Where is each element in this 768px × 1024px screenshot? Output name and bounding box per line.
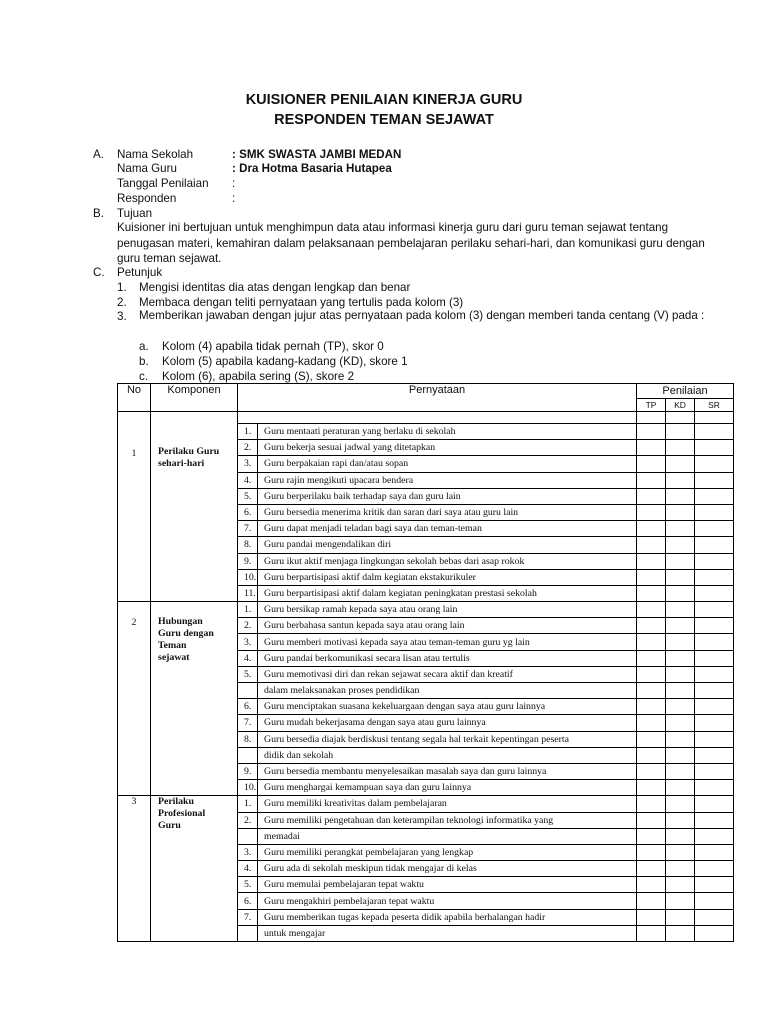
component-label-line: Hubungan [158, 616, 203, 628]
rating-cell-kd[interactable] [666, 521, 695, 537]
rating-cell-kd[interactable] [666, 504, 695, 520]
rating-cell [695, 412, 734, 424]
rating-cell-tp[interactable] [637, 893, 666, 909]
rating-cell-kd[interactable] [666, 602, 695, 618]
header-tp: TP [637, 399, 666, 412]
rating-cell-tp[interactable] [637, 877, 666, 893]
group-component [151, 602, 238, 796]
rating-cell-sr[interactable] [695, 828, 734, 844]
rating-cell-sr[interactable] [695, 472, 734, 488]
section-a-letter: A. [93, 148, 104, 161]
sub-instruction-text: Kolom (6), apabila sering (S), skore 2 [162, 370, 355, 383]
rating-cell-tp[interactable] [637, 812, 666, 828]
rating-cell-tp[interactable] [637, 424, 666, 440]
statement-number: 9. [238, 763, 258, 779]
header-penilaian: Penilaian [637, 384, 734, 399]
rating-cell-tp[interactable] [637, 602, 666, 618]
rating-cell-kd[interactable] [666, 456, 695, 472]
component-label-line: Guru [158, 820, 181, 832]
component-label-line: Perilaku Guru [158, 446, 220, 457]
rating-cell-sr[interactable] [695, 569, 734, 585]
statement-number: 2. [238, 618, 258, 634]
statement-number: 2. [238, 812, 258, 828]
statement-text: Guru berperilaku baik terhadap saya dan guru lain [258, 488, 637, 504]
rating-cell-kd[interactable] [666, 569, 695, 585]
rating-cell-sr[interactable] [695, 634, 734, 650]
rating-cell-kd[interactable] [666, 861, 695, 877]
rating-cell-kd[interactable] [666, 731, 695, 747]
rating-cell-tp[interactable] [637, 909, 666, 925]
rating-cell-kd[interactable] [666, 715, 695, 731]
statement-number [238, 925, 258, 941]
statement-number: 6. [238, 893, 258, 909]
statement-text: Guru menciptakan suasana kekeluargaan dengan saya atau guru lainnya [258, 699, 637, 715]
statement-number: 4. [238, 472, 258, 488]
header-pernyataan: Pernyataan [238, 384, 637, 412]
statement-number: 3. [238, 456, 258, 472]
label-tanggal-penilaian: Tanggal Penilaian [117, 177, 209, 190]
statement-number: 4. [238, 650, 258, 666]
statement-text: Guru memberi motivasi kepada saya atau teman-teman guru yg lain [258, 634, 637, 650]
rating-cell-kd[interactable] [666, 909, 695, 925]
statement-number: 2. [238, 440, 258, 456]
instruction-number: 2. [117, 296, 127, 309]
statement-text: didik dan sekolah [258, 747, 637, 763]
rating-cell-sr[interactable] [695, 683, 734, 699]
rating-cell-kd[interactable] [666, 666, 695, 682]
rating-cell-sr[interactable] [695, 666, 734, 682]
statement-number: 7. [238, 715, 258, 731]
rating-cell-tp[interactable] [637, 683, 666, 699]
statement-number: 8. [238, 537, 258, 553]
group-number-text: 2 [131, 617, 137, 629]
statement-text: Guru berpartisipasi aktif dalm kegiatan ekstakurikuler [258, 569, 637, 585]
group-component [151, 412, 238, 602]
rating-cell-kd[interactable] [666, 618, 695, 634]
rating-cell-sr[interactable] [695, 861, 734, 877]
rating-cell-sr[interactable] [695, 731, 734, 747]
rating-cell-tp[interactable] [637, 504, 666, 520]
statement-text: memadai [258, 828, 637, 844]
rating-cell-tp[interactable] [637, 585, 666, 601]
sub-instruction-letter: c. [139, 370, 149, 383]
statement-text: Guru rajin mengikuti upacara bendera [258, 472, 637, 488]
rating-cell-kd[interactable] [666, 585, 695, 601]
rating-cell-sr[interactable] [695, 650, 734, 666]
statement-text: Guru mengakhiri pembelajaran tepat waktu [258, 893, 637, 909]
rating-cell-tp[interactable] [637, 488, 666, 504]
rating-cell-sr[interactable] [695, 780, 734, 796]
rating-cell-sr[interactable] [695, 456, 734, 472]
statement-number: 3. [238, 844, 258, 860]
rating-cell-sr[interactable] [695, 504, 734, 520]
sub-instruction-text: Kolom (5) apabila kadang-kadang (KD), skore 1 [162, 355, 408, 368]
rating-cell-tp[interactable] [637, 731, 666, 747]
rating-cell-tp[interactable] [637, 650, 666, 666]
rating-cell-tp[interactable] [637, 537, 666, 553]
statement-text: Guru berpakaian rapi dan/atau sopan [258, 456, 637, 472]
group-number-text: 1 [131, 448, 137, 459]
component-label-line: Profesional [158, 808, 206, 820]
table-row [118, 796, 734, 812]
table-row [118, 602, 734, 618]
rating-cell-kd[interactable] [666, 796, 695, 812]
component-label-line: Perilaku [158, 796, 194, 808]
statement-text: Guru mentaati peraturan yang berlaku di sekolah [258, 424, 637, 440]
value-nama-sekolah: : SMK SWASTA JAMBI MEDAN [232, 148, 402, 161]
header-no: No [118, 384, 151, 412]
rating-cell-tp[interactable] [637, 618, 666, 634]
statement-text: untuk mengajar [258, 925, 637, 941]
section-b-text: Kuisioner ini bertujuan untuk menghimpun data atau informasi kinerja guru dari guru teman sejawat tentang penugasan materi, kemahiran dalam pelaksanaan pembelajaran perilaku sehari-hari, dan komunikasi guru dengan guru teman sejawat. [117, 221, 705, 265]
value-tanggal-penilaian: : [232, 177, 236, 190]
statement-text: Guru pandai mengendalikan diri [258, 537, 637, 553]
statement-text: Guru mudah bekerjasama dengan saya atau guru lainnya [258, 715, 637, 731]
rating-cell-kd[interactable] [666, 634, 695, 650]
rating-cell-kd[interactable] [666, 844, 695, 860]
rating-cell-tp[interactable] [637, 796, 666, 812]
instruction-text: Memberikan jawaban dengan jujur atas pernyataan pada kolom (3) dengan memberi tanda centang (V) pada : [139, 309, 705, 322]
statement-number: 8. [238, 731, 258, 747]
rating-cell-kd[interactable] [666, 877, 695, 893]
value-nama-guru: : Dra Hotma Basaria Hutapea [232, 162, 392, 175]
rating-cell-sr[interactable] [695, 844, 734, 860]
rating-cell-sr[interactable] [695, 488, 734, 504]
statement-number: 3. [238, 634, 258, 650]
group-number [118, 412, 151, 602]
label-nama-guru: Nama Guru [117, 162, 177, 175]
statement-number: 10. [238, 780, 258, 796]
statement-number: 1. [238, 796, 258, 812]
rating-cell-tp[interactable] [637, 763, 666, 779]
rating-cell-sr[interactable] [695, 585, 734, 601]
statement-text: Guru bersedia membantu menyelesaikan masalah saya dan guru lainnya [258, 763, 637, 779]
statement-text: Guru memiliki pengetahuan dan keterampilan teknologi informatika yang [258, 812, 637, 828]
statement-text: Guru bersedia diajak berdiskusi tentang segala hal terkait kepentingan peserta [258, 731, 637, 747]
rating-cell-tp[interactable] [637, 666, 666, 682]
component-label-line: sehari-hari [158, 458, 205, 469]
statement-text: Guru memberikan tugas kepada peserta didik apabila berhalangan hadir [258, 909, 637, 925]
statement-text: Guru bersikap ramah kepada saya atau orang lain [258, 602, 637, 618]
rating-cell-sr[interactable] [695, 537, 734, 553]
rating-cell-sr[interactable] [695, 747, 734, 763]
instruction-text: Mengisi identitas dia atas dengan lengkap dan benar [139, 281, 411, 294]
rating-cell-kd[interactable] [666, 440, 695, 456]
rating-cell-tp[interactable] [637, 699, 666, 715]
statement-number: 6. [238, 504, 258, 520]
group-number [118, 602, 151, 796]
header-sr: SR [695, 399, 734, 412]
rating-cell-tp[interactable] [637, 472, 666, 488]
rating-cell-sr[interactable] [695, 618, 734, 634]
group-number-text: 3 [131, 796, 137, 808]
rating-cell-kd[interactable] [666, 699, 695, 715]
statement-text: Guru berpartisipasi aktif dalam kegiatan peningkatan prestasi sekolah [258, 585, 637, 601]
rating-cell-kd[interactable] [666, 925, 695, 941]
statement-number: 5. [238, 877, 258, 893]
rating-cell-kd[interactable] [666, 812, 695, 828]
rating-cell-kd[interactable] [666, 650, 695, 666]
sub-instruction-text: Kolom (4) apabila tidak pernah (TP), skor 0 [162, 340, 384, 353]
rating-cell-sr[interactable] [695, 925, 734, 941]
section-c-letter: C. [93, 266, 105, 279]
rating-cell [637, 412, 666, 424]
rating-cell-sr[interactable] [695, 699, 734, 715]
rating-cell-tp[interactable] [637, 456, 666, 472]
rating-cell-sr[interactable] [695, 909, 734, 925]
statement-cell [238, 412, 637, 424]
group-number [118, 796, 151, 942]
document-subtitle: RESPONDEN TEMAN SEJAWAT [274, 112, 494, 128]
rating-cell-kd[interactable] [666, 747, 695, 763]
rating-cell-tp[interactable] [637, 861, 666, 877]
rating-cell-sr[interactable] [695, 553, 734, 569]
instruction-text: Membaca dengan teliti pernyataan yang tertulis pada kolom (3) [139, 296, 464, 309]
rating-cell-sr[interactable] [695, 893, 734, 909]
statement-number [238, 747, 258, 763]
statement-text: Guru ada di sekolah meskipun tidak mengajar di kelas [258, 861, 637, 877]
rating-cell-kd[interactable] [666, 828, 695, 844]
statement-text: Guru memiliki perangkat pembelajaran yang lengkap [258, 844, 637, 860]
rating-cell-sr[interactable] [695, 877, 734, 893]
rating-cell-tp[interactable] [637, 828, 666, 844]
questionnaire-table [117, 383, 734, 942]
statement-number: 6. [238, 699, 258, 715]
statement-text: Guru memotivasi diri dan rekan sejawat secara aktif dan kreatif [258, 666, 637, 682]
statement-number: 1. [238, 602, 258, 618]
statement-text: dalam melaksanakan proses pendidikan [258, 683, 637, 699]
statement-number: 7. [238, 909, 258, 925]
rating-cell-tp[interactable] [637, 844, 666, 860]
rating-cell-kd[interactable] [666, 488, 695, 504]
rating-cell-tp[interactable] [637, 715, 666, 731]
rating-cell-sr[interactable] [695, 763, 734, 779]
label-nama-sekolah: Nama Sekolah [117, 148, 194, 161]
rating-cell-tp[interactable] [637, 553, 666, 569]
rating-cell-sr[interactable] [695, 440, 734, 456]
header-kd: KD [666, 399, 695, 412]
component-label-line: Teman [158, 640, 187, 652]
statement-text: Guru ikut aktif menjaga lingkungan sekolah bebas dari asap rokok [258, 553, 637, 569]
value-responden: : [232, 192, 236, 205]
rating-cell-kd[interactable] [666, 893, 695, 909]
rating-cell-tp[interactable] [637, 780, 666, 796]
rating-cell-kd[interactable] [666, 780, 695, 796]
table-row [118, 412, 734, 424]
rating-cell-sr[interactable] [695, 796, 734, 812]
group-component [151, 796, 238, 942]
document-title: KUISIONER PENILAIAN KINERJA GURU [245, 92, 523, 108]
statement-text: Guru bekerja sesuai jadwal yang ditetapkan [258, 440, 637, 456]
rating-cell-kd[interactable] [666, 553, 695, 569]
sub-instruction-letter: a. [139, 340, 149, 353]
statement-text: Guru memulai pembelajaran tepat waktu [258, 877, 637, 893]
rating-cell-tp[interactable] [637, 521, 666, 537]
component-label-line: Guru dengan [158, 628, 214, 640]
statement-number [238, 828, 258, 844]
questionnaire-body [118, 412, 734, 942]
rating-cell-sr[interactable] [695, 424, 734, 440]
rating-cell-sr[interactable] [695, 715, 734, 731]
statement-number: 9. [238, 553, 258, 569]
rating-cell-kd[interactable] [666, 424, 695, 440]
rating-cell-tp[interactable] [637, 440, 666, 456]
header-komponen: Komponen [151, 384, 238, 412]
statement-number: 7. [238, 521, 258, 537]
statement-number: 5. [238, 488, 258, 504]
rating-cell-tp[interactable] [637, 569, 666, 585]
statement-number: 4. [238, 861, 258, 877]
instruction-number: 3. [117, 310, 127, 323]
statement-text: Guru berbahasa santun kepada saya atau orang lain [258, 618, 637, 634]
section-b-letter: B. [93, 207, 104, 220]
rating-cell-sr[interactable] [695, 812, 734, 828]
statement-number [238, 683, 258, 699]
statement-text: Guru dapat menjadi teladan bagi saya dan teman-teman [258, 521, 637, 537]
rating-cell-tp[interactable] [637, 634, 666, 650]
statement-number: 1. [238, 424, 258, 440]
rating-cell-kd[interactable] [666, 537, 695, 553]
statement-number: 5. [238, 666, 258, 682]
statement-text: Guru pandai berkomunikasi secara lisan atau tertulis [258, 650, 637, 666]
rating-cell-sr[interactable] [695, 521, 734, 537]
rating-cell-sr[interactable] [695, 602, 734, 618]
statement-text: Guru memiliki kreativitas dalam pembelajaran [258, 796, 637, 812]
component-label-line: sejawat [158, 652, 190, 664]
rating-cell-kd[interactable] [666, 683, 695, 699]
statement-text: Guru bersedia menerima kritik dan saran dari saya atau guru lain [258, 504, 637, 520]
rating-cell-kd[interactable] [666, 763, 695, 779]
rating-cell-tp[interactable] [637, 747, 666, 763]
statement-number: 11. [238, 585, 258, 601]
section-c-heading: Petunjuk [117, 266, 163, 279]
statement-text: Guru menghargai kemampuan saya dan guru lainnya [258, 780, 637, 796]
rating-cell-kd[interactable] [666, 472, 695, 488]
label-responden: Responden [117, 192, 177, 205]
rating-cell-tp[interactable] [637, 925, 666, 941]
sub-instruction-letter: b. [139, 355, 149, 368]
section-b-heading: Tujuan [117, 207, 153, 220]
instruction-number: 1. [117, 281, 127, 294]
rating-cell [666, 412, 695, 424]
statement-number: 10. [238, 569, 258, 585]
